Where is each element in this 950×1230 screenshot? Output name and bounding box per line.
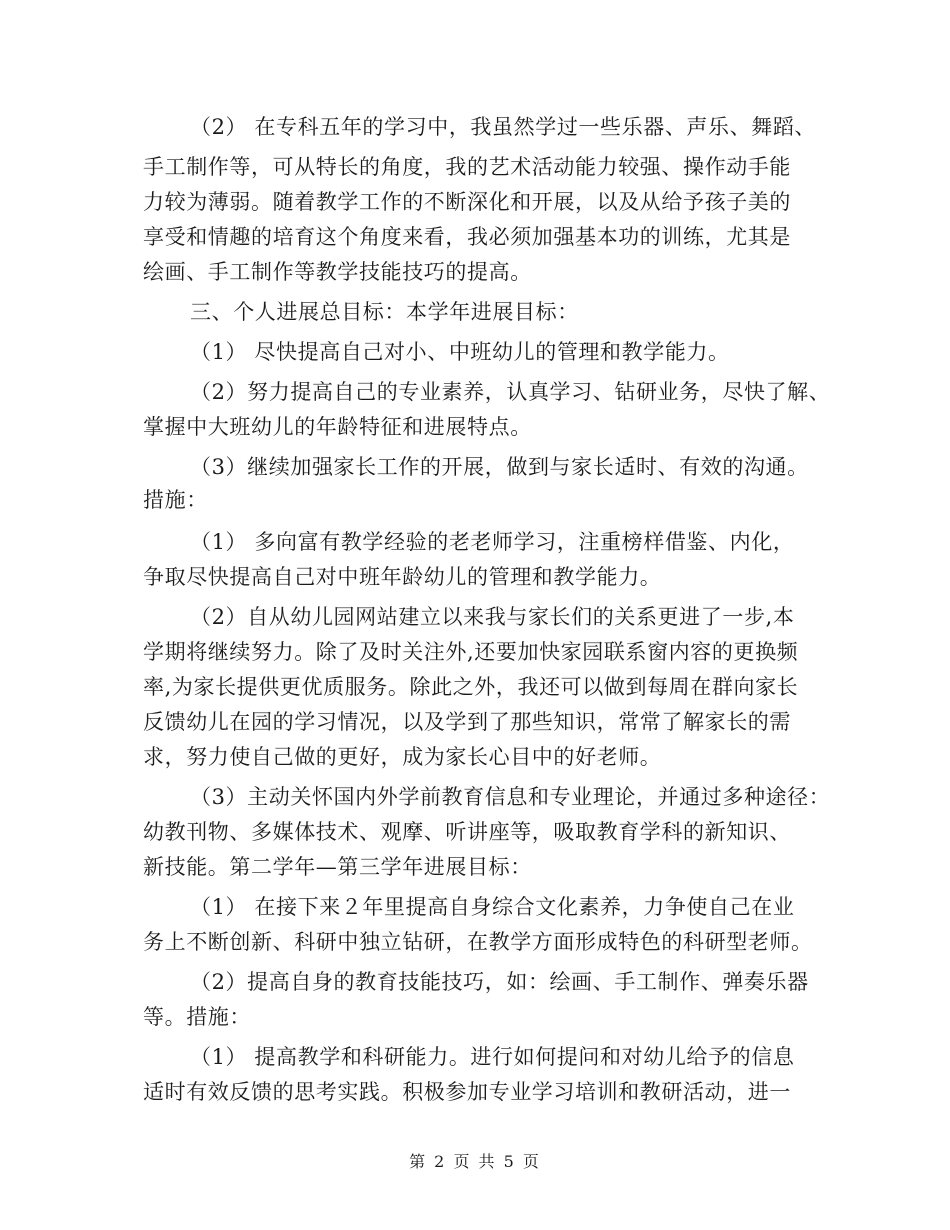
paragraph-line: （3）主动关怀国内外学前教育信息和专业理论，并通过多种途径： (190, 785, 831, 809)
paragraph-line: 幼教刊物、多媒体技术、观摩、听讲座等，吸取教育学科的新知识、 (143, 820, 791, 844)
paragraph-line: 适时有效反馈的思考实践。积极参加专业学习培训和教研活动，进一 (143, 1080, 791, 1104)
paragraph-line: （1） 多向富有教学经验的老老师学习，注重榜样借鉴、内化， (190, 530, 795, 554)
paragraph-line: 反馈幼儿在园的学习情况，以及学到了那些知识，常常了解家长的需 (143, 710, 791, 734)
paragraph-line: （2）提高自身的教育技能技巧，如：绘画、手工制作、弹奏乐器 (190, 970, 809, 994)
paragraph-line: 学期将继续努力。除了及时关注外,还要加快家园联系窗内容的更换频 (143, 640, 799, 664)
paragraph-line: （3）继续加强家长工作的开展，做到与家长适时、有效的沟通。 (190, 455, 809, 479)
paragraph-line: 掌握中大班幼儿的年龄特征和进展特点。 (143, 415, 532, 439)
paragraph-line: 争取尽快提高自己对中班年龄幼儿的管理和教学能力。 (143, 565, 662, 589)
paragraph-line: （2）自从幼儿园网站建立以来我与家长们的关系更进了一步,本 (190, 605, 795, 629)
paragraph-line: 绘画、手工制作等教学技能技巧的提高。 (143, 260, 532, 284)
paragraph-line: （1） 提高教学和科研能力。进行如何提问和对幼儿给予的信息 (190, 1045, 795, 1069)
paragraph-line: 等。措施： (143, 1005, 251, 1029)
subheading-measures: 措施： (143, 488, 208, 512)
paragraph-line: （1） 在接下来２年里提高自身综合文化素养，力争使自己在业 (190, 895, 795, 919)
paragraph-line: （2） 在专科五年的学习中，我虽然学过一些乐器、声乐、舞蹈、 (190, 115, 817, 139)
paragraph-line: 率,为家长提供更优质服务。除此之外，我还可以做到每周在群向家长 (143, 675, 799, 699)
page-number-footer: 第 2 页 共 5 页 (409, 1152, 541, 1171)
paragraph-line: （1） 尽快提高自己对小、中班幼儿的管理和教学能力。 (190, 340, 730, 364)
paragraph-line: 享受和情趣的培育这个角度来看，我必须加强基本功的训练，尤其是 (143, 225, 791, 249)
paragraph-line: 力较为薄弱。随着教学工作的不断深化和开展，以及从给予孩子美的 (143, 190, 791, 214)
paragraph-line: 新技能。第二学年—第三学年进展目标： (143, 855, 532, 879)
paragraph-line: 手工制作等，可从特长的角度，我的艺术活动能力较强、操作动手能 (143, 155, 791, 179)
paragraph-line: 务上不断创新、科研中独立钻研，在教学方面形成特色的科研型老师。 (143, 930, 813, 954)
section-heading: 三、个人进展总目标：本学年进展目标： (190, 300, 579, 324)
paragraph-line: 求，努力使自己做的更好，成为家长心目中的好老师。 (143, 745, 662, 769)
paragraph-line: （2）努力提高自己的专业素养，认真学习、钻研业务，尽快了解、 (190, 380, 831, 404)
